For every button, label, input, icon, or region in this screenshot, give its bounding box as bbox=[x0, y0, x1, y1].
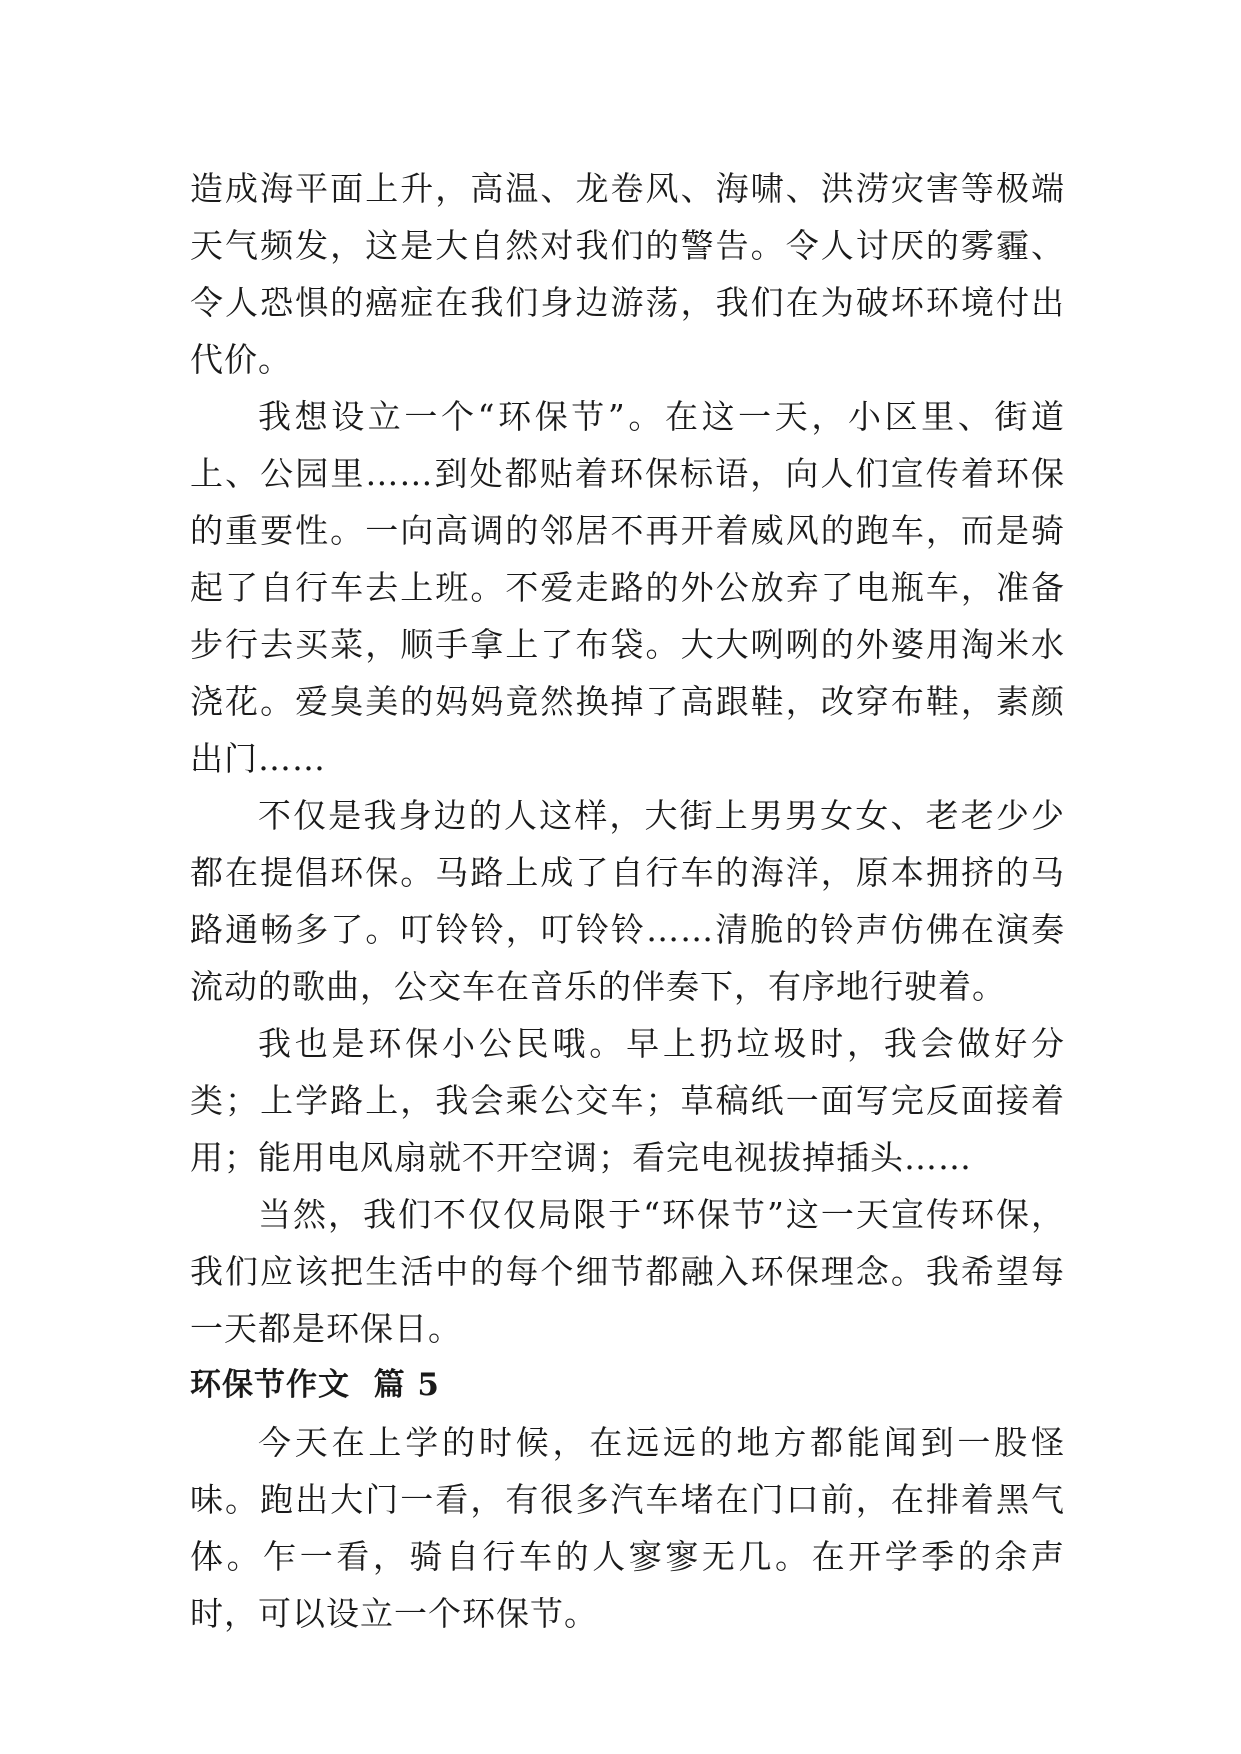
paragraph-2: 我想设立一个“环保节”。在这一天，小区里、街道上、公园里……到处都贴着环保标语，向人们宣传着环保的重要性。一向高调的邻居不再开着威风的跑车，而是骑起了自行车去上班。不爱走路的外公放弃了电瓶车，准备步行去买菜，顺手拿上了布袋。大大咧咧的外婆用淘米水浇花。爱臭美的妈妈竟然换掉了高跟鞋，改穿布鞋，素颜出门…… bbox=[190, 397, 1065, 778]
paragraph-6: 今天在上学的时候，在远远的地方都能闻到一股怪味。跑出大门一看，有很多汽车堵在门口前，在排着黑气体。乍一看，骑自行车的人寥寥无几。在开学季的余声时，可以设立一个环保节。 bbox=[190, 1423, 1065, 1633]
paragraph-3: 不仅是我身边的人这样，大街上男男女女、老老少少都在提倡环保。马路上成了自行车的海洋，原本拥挤的马路通畅多了。叮铃铃，叮铃铃……清脆的铃声仿佛在演奏流动的歌曲，公交车在音乐的伴奏下，有序地行驶着。 bbox=[190, 796, 1065, 1006]
paragraph-5: 当然，我们不仅仅局限于“环保节”这一天宣传环保，我们应该把生活中的每个细节都融入环保理念。我希望每一天都是环保日。 bbox=[190, 1195, 1065, 1348]
section-heading: 环保节作文 篇 5 bbox=[190, 1367, 440, 1403]
paragraph-4: 我也是环保小公民哦。早上扔垃圾时，我会做好分类；上学路上，我会乘公交车；草稿纸一面写完反面接着用；能用电风扇就不开空调；看完电视拔掉插头…… bbox=[190, 1024, 1065, 1177]
paragraph-1: 造成海平面上升，高温、龙卷风、海啸、洪涝灾害等极端天气频发，这是大自然对我们的警告。令人讨厌的雾霾、令人恐惧的癌症在我们身边游荡，我们在为破坏环境付出代价。 bbox=[190, 169, 1065, 379]
document-body bbox=[190, 160, 1065, 1642]
